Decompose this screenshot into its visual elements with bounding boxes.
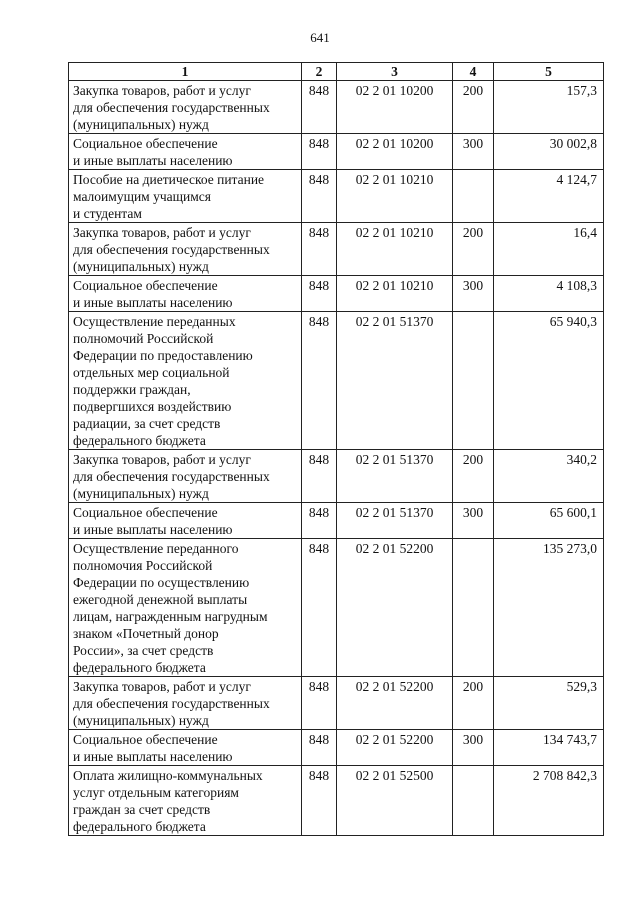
column-header-4: 4 xyxy=(453,63,494,81)
row-expense-type xyxy=(453,170,494,223)
table-row xyxy=(69,170,604,223)
row-amount: 529,3 xyxy=(494,677,604,730)
row-department-code: 848 xyxy=(302,223,337,276)
row-description: Осуществление переданных полномочий Российской Федерации по предоставлению отдельных мер социальной поддержки граждан, подвергшихся воздействию радиации, за счет средств федерального бюджета xyxy=(69,312,302,450)
table-body xyxy=(69,81,604,836)
budget-table xyxy=(68,62,604,836)
table-row xyxy=(69,276,604,312)
table-row xyxy=(69,81,604,134)
row-description: Социальное обеспечение и иные выплаты населению xyxy=(69,503,302,539)
row-amount: 340,2 xyxy=(494,450,604,503)
row-description: Социальное обеспечение и иные выплаты населению xyxy=(69,730,302,766)
table-row xyxy=(69,450,604,503)
row-description: Оплата жилищно-коммунальных услуг отдельным категориям граждан за счет средств федерального бюджета xyxy=(69,766,302,836)
row-description: Пособие на диетическое питание малоимущим учащимся и студентам xyxy=(69,170,302,223)
row-target-article: 02 2 01 51370 xyxy=(337,503,453,539)
table-row xyxy=(69,677,604,730)
row-amount: 134 743,7 xyxy=(494,730,604,766)
row-amount: 4 108,3 xyxy=(494,276,604,312)
row-target-article: 02 2 01 52200 xyxy=(337,730,453,766)
row-expense-type: 300 xyxy=(453,276,494,312)
row-target-article: 02 2 01 10210 xyxy=(337,276,453,312)
row-amount: 2 708 842,3 xyxy=(494,766,604,836)
row-description: Закупка товаров, работ и услуг для обеспечения государственных (муниципальных) нужд xyxy=(69,677,302,730)
row-expense-type: 300 xyxy=(453,730,494,766)
table-row xyxy=(69,766,604,836)
row-description: Социальное обеспечение и иные выплаты населению xyxy=(69,134,302,170)
row-department-code: 848 xyxy=(302,450,337,503)
row-amount: 16,4 xyxy=(494,223,604,276)
table-row xyxy=(69,134,604,170)
row-target-article: 02 2 01 51370 xyxy=(337,312,453,450)
row-target-article: 02 2 01 10200 xyxy=(337,81,453,134)
row-expense-type: 300 xyxy=(453,134,494,170)
row-description: Закупка товаров, работ и услуг для обеспечения государственных (муниципальных) нужд xyxy=(69,223,302,276)
row-amount: 4 124,7 xyxy=(494,170,604,223)
row-target-article: 02 2 01 51370 xyxy=(337,450,453,503)
row-amount: 65 940,3 xyxy=(494,312,604,450)
row-amount: 135 273,0 xyxy=(494,539,604,677)
row-target-article: 02 2 01 52500 xyxy=(337,766,453,836)
row-department-code: 848 xyxy=(302,766,337,836)
column-header-2: 2 xyxy=(302,63,337,81)
row-amount: 157,3 xyxy=(494,81,604,134)
table-row xyxy=(69,503,604,539)
row-department-code: 848 xyxy=(302,539,337,677)
table-header-row xyxy=(69,63,604,81)
row-target-article: 02 2 01 10210 xyxy=(337,170,453,223)
row-description: Социальное обеспечение и иные выплаты населению xyxy=(69,276,302,312)
row-expense-type: 200 xyxy=(453,450,494,503)
row-expense-type: 200 xyxy=(453,223,494,276)
row-amount: 30 002,8 xyxy=(494,134,604,170)
table-row xyxy=(69,312,604,450)
column-header-1: 1 xyxy=(69,63,302,81)
table-row xyxy=(69,539,604,677)
row-expense-type xyxy=(453,539,494,677)
row-target-article: 02 2 01 52200 xyxy=(337,539,453,677)
row-department-code: 848 xyxy=(302,81,337,134)
page-number: 641 xyxy=(310,30,330,45)
row-department-code: 848 xyxy=(302,503,337,539)
row-description: Закупка товаров, работ и услуг для обеспечения государственных (муниципальных) нужд xyxy=(69,81,302,134)
row-amount: 65 600,1 xyxy=(494,503,604,539)
row-expense-type xyxy=(453,312,494,450)
row-department-code: 848 xyxy=(302,730,337,766)
row-department-code: 848 xyxy=(302,276,337,312)
row-expense-type: 200 xyxy=(453,81,494,134)
row-target-article: 02 2 01 10200 xyxy=(337,134,453,170)
row-expense-type: 300 xyxy=(453,503,494,539)
row-department-code: 848 xyxy=(302,677,337,730)
table-row xyxy=(69,730,604,766)
row-department-code: 848 xyxy=(302,312,337,450)
row-target-article: 02 2 01 10210 xyxy=(337,223,453,276)
column-header-5: 5 xyxy=(494,63,604,81)
table-row xyxy=(69,223,604,276)
row-description: Осуществление переданного полномочия Российской Федерации по осуществлению ежегодной денежной выплаты лицам, награжденным нагрудным знаком «Почетный донор России», за счет средств федерального бюджета xyxy=(69,539,302,677)
column-header-3: 3 xyxy=(337,63,453,81)
row-description: Закупка товаров, работ и услуг для обеспечения государственных (муниципальных) нужд xyxy=(69,450,302,503)
row-department-code: 848 xyxy=(302,170,337,223)
row-expense-type xyxy=(453,766,494,836)
row-expense-type: 200 xyxy=(453,677,494,730)
row-target-article: 02 2 01 52200 xyxy=(337,677,453,730)
row-department-code: 848 xyxy=(302,134,337,170)
